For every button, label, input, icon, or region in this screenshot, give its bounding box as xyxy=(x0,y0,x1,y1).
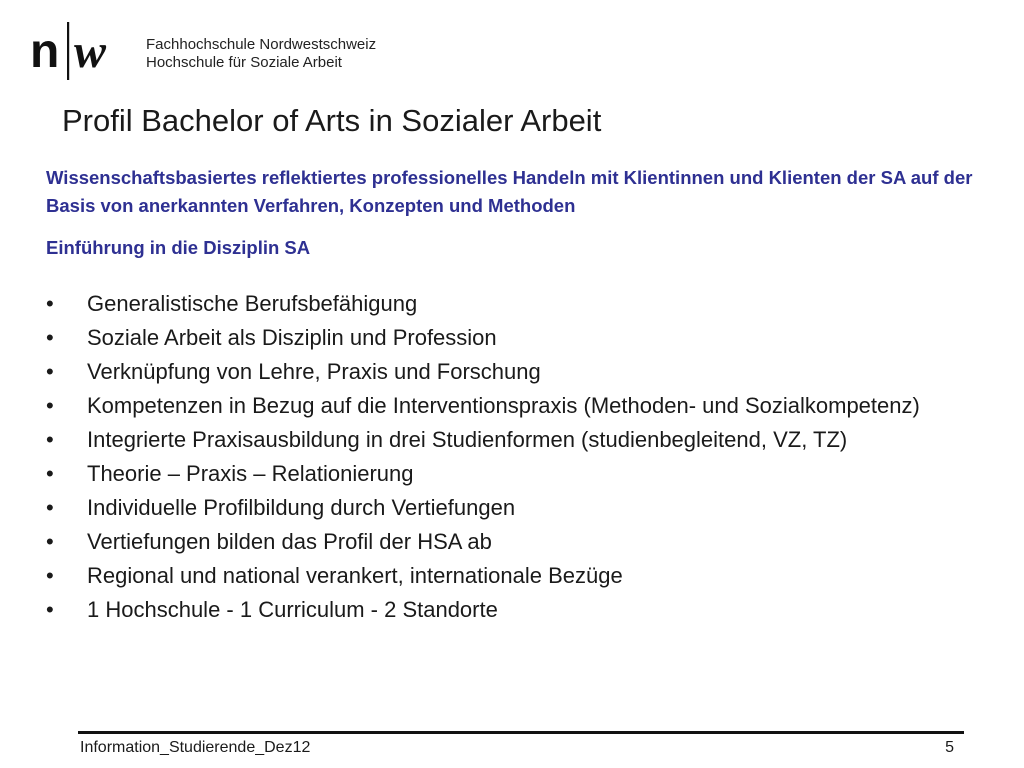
institution-line-2: Hochschule für Soziale Arbeit xyxy=(146,54,342,71)
bullet-icon: • xyxy=(46,291,54,316)
bullet-icon: • xyxy=(46,563,54,588)
bullet-text: Regional und national verankert, internationale Bezüge xyxy=(87,563,623,588)
bullet-item xyxy=(46,324,986,352)
bullet-item xyxy=(46,596,986,624)
page-number: 5 xyxy=(945,739,954,756)
bullet-icon: • xyxy=(46,495,54,520)
bullet-text: Generalistische Berufsbefähigung xyxy=(87,291,418,316)
bullet-text: Kompetenzen in Bezug auf die Interventionspraxis (Methoden- und Sozialkompetenz) xyxy=(87,393,920,418)
institution-name xyxy=(146,36,376,72)
bullet-icon: • xyxy=(46,359,54,384)
bullet-text: Individuelle Profilbildung durch Vertiefungen xyxy=(87,495,516,520)
bullet-icon: • xyxy=(46,461,54,486)
logo-letter-w: w xyxy=(74,25,107,78)
bullet-list xyxy=(46,290,986,630)
bullet-text: Vertiefungen bilden das Profil der HSA ab xyxy=(87,529,492,554)
footer-divider xyxy=(78,731,964,734)
logo-divider xyxy=(67,22,69,80)
bullet-text: Integrierte Praxisausbildung in drei Studienformen (studienbegleitend, VZ, TZ) xyxy=(87,427,848,452)
bullet-item xyxy=(46,562,986,590)
fhnw-logo xyxy=(30,22,140,82)
bullet-icon: • xyxy=(46,529,54,554)
bullet-item xyxy=(46,460,986,488)
slide-subtitle: Wissenschaftsbasiertes reflektiertes professionelles Handeln mit Klientinnen und Klienten der SA auf der Basis von anerkannten Verfahren, Konzepten und Methoden xyxy=(46,167,973,216)
institution-line-1: Fachhochschule Nordwestschweiz xyxy=(146,36,377,53)
bullet-item xyxy=(46,358,986,386)
bullet-icon: • xyxy=(46,325,54,350)
bullet-text: 1 Hochschule - 1 Curriculum - 2 Standorte xyxy=(87,597,498,622)
footer-text: Information_Studierende_Dez12 xyxy=(80,739,311,756)
bullet-text: Verknüpfung von Lehre, Praxis und Forschung xyxy=(87,359,541,384)
bullet-item xyxy=(46,392,986,420)
bullet-icon: • xyxy=(46,597,54,622)
bullet-text: Theorie – Praxis – Relationierung xyxy=(87,461,414,486)
bullet-item xyxy=(46,290,986,318)
bullet-item xyxy=(46,528,986,556)
bullet-text: Soziale Arbeit als Disziplin und Profession xyxy=(87,325,497,350)
bullet-icon: • xyxy=(46,393,54,418)
bullet-item xyxy=(46,494,986,522)
logo-letter-n: n xyxy=(30,25,60,78)
bullet-item xyxy=(46,426,986,454)
slide-subtitle-2: Einführung in die Disziplin SA xyxy=(46,237,311,258)
bullet-icon: • xyxy=(46,427,54,452)
slide-title: Profil Bachelor of Arts in Sozialer Arbeit xyxy=(62,103,602,138)
